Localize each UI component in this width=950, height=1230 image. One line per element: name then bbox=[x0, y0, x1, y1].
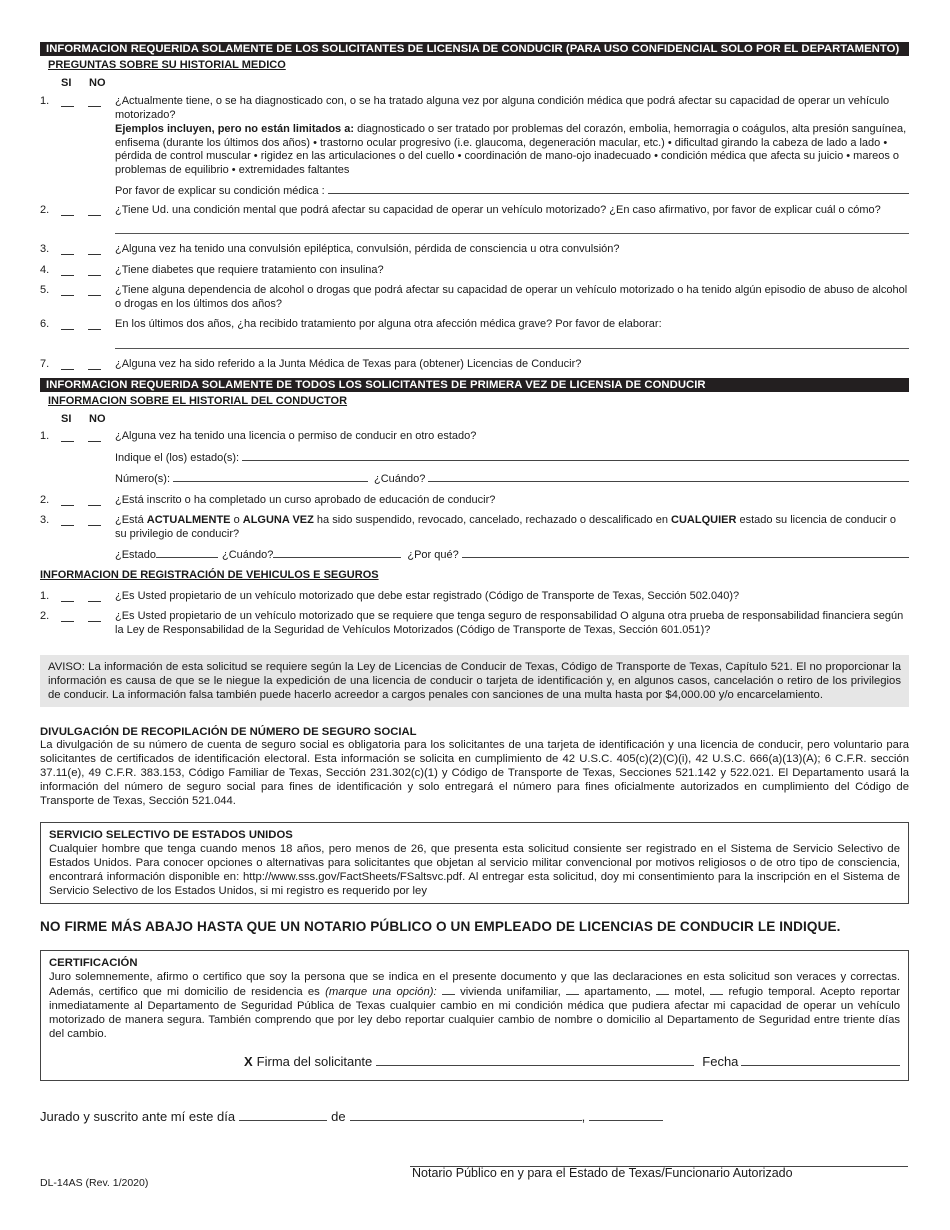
medical-question-4 bbox=[40, 264, 909, 278]
driver-question-2 bbox=[40, 494, 909, 508]
x-mark: X bbox=[244, 1054, 253, 1069]
si-blank[interactable] bbox=[61, 430, 74, 442]
state-label: ¿Estado bbox=[115, 549, 156, 561]
sworn-label: Jurado y suscrito ante mí este día bbox=[40, 1109, 236, 1124]
no-label: NO bbox=[89, 413, 106, 425]
question-text: ¿Actualmente tiene, o se ha diagnosticado con, o se ha tratado alguna vez por alguna condición médica que podrá afectar su capacidad de operar un vehículo motorizado? bbox=[115, 95, 890, 121]
month-line[interactable] bbox=[350, 1110, 582, 1121]
when-label: ¿Cuándo? bbox=[374, 473, 426, 485]
signature-label: Firma del solicitante bbox=[256, 1054, 373, 1069]
si-blank[interactable] bbox=[61, 590, 74, 602]
sworn-row bbox=[40, 1109, 909, 1124]
certification-box bbox=[40, 950, 909, 1081]
question-number: 5. bbox=[40, 284, 50, 296]
si-no-header bbox=[40, 413, 909, 427]
state-line[interactable] bbox=[156, 547, 218, 558]
form-page bbox=[40, 42, 909, 1124]
question-number: 1. bbox=[40, 430, 50, 442]
question-text: ¿Alguna vez ha sido referido a la Junta Médica de Texas para (obtener) Licencias de Conducir? bbox=[115, 357, 582, 370]
medical-question-2 bbox=[40, 204, 909, 235]
question-text: ¿Está inscrito o ha completado un curso aprobado de educación de conducir? bbox=[115, 493, 496, 506]
medical-question-6 bbox=[40, 318, 909, 349]
question-number: 3. bbox=[40, 243, 50, 255]
si-blank[interactable] bbox=[61, 204, 74, 216]
vehicle-question-1 bbox=[40, 590, 909, 604]
form-id: DL-14AS (Rev. 1/2020) bbox=[40, 1177, 149, 1189]
medical-section-bar: INFORMACION REQUERIDA SOLAMENTE DE LOS SOLICITANTES DE LICENSIA DE CONDUCIR (PARA USO CONFIDENCIAL SOLO POR EL DEPARTAMENTO) bbox=[40, 42, 909, 56]
selective-service-box bbox=[40, 822, 909, 904]
question-text: ¿Alguna vez ha tenido una licencia o permiso de conducir en otro estado? bbox=[115, 430, 477, 442]
question-text: En los últimos dos años, ¿ha recibido tratamiento por alguna otra afección médica grave? Por favor de elaborar: bbox=[115, 318, 662, 330]
why-line[interactable] bbox=[462, 547, 909, 558]
medical-question-3 bbox=[40, 243, 909, 257]
date-line[interactable] bbox=[741, 1055, 900, 1066]
option-blank[interactable] bbox=[442, 984, 455, 995]
no-blank[interactable] bbox=[88, 590, 101, 602]
when-label: ¿Cuándo? bbox=[221, 549, 274, 561]
no-label: NO bbox=[89, 77, 106, 89]
question-number: 7. bbox=[40, 357, 50, 370]
ssn-heading: DIVULGACIÓN DE RECOPILACIÓN DE NÚMERO DE SEGURO SOCIAL bbox=[40, 726, 417, 738]
answer-line[interactable] bbox=[115, 348, 909, 349]
de-label: de bbox=[331, 1109, 346, 1124]
ssn-text: La divulgación de su número de cuenta de seguro social es obligatoria para los solicitantes de una tarjeta de identificación y una licencia de conducir, pero voluntario para solicitantes de certificados de identificación electoral. Esta información se solicita en cumplimiento de 42 U.S.C. 405(c)(2)(C)(i), 42 U.S.C. 666(a)(13)(A); 6 C.F.R. sección 37.11(e), 49 C.F.R. 383.153, Código Familiar de Texas, Sección 231.302(c)(1) y Código de Transporte de Texas, Secciones 521.142 y 522.021. El Departamento usará la información del número de seguro social para fines de identificación y solo entregará el número para fines oficialmente autorizados en cumplimiento del Código de Transporte de Texas, Sección 521.044. bbox=[40, 739, 909, 807]
si-label: SI bbox=[61, 77, 72, 89]
when-line[interactable] bbox=[273, 547, 401, 558]
question-text: ¿Alguna vez ha tenido una convulsión epiléptica, convulsión, pérdida de consciencia u otra convulsión? bbox=[115, 243, 620, 255]
si-blank[interactable] bbox=[61, 264, 74, 276]
option-blank[interactable] bbox=[566, 984, 579, 995]
states-line[interactable] bbox=[242, 450, 909, 461]
no-blank[interactable] bbox=[88, 610, 101, 622]
examples-label: Ejemplos incluyen, pero no están limitados a: bbox=[115, 123, 354, 135]
si-blank[interactable] bbox=[61, 514, 74, 526]
selective-heading: SERVICIO SELECTIVO DE ESTADOS UNIDOS bbox=[49, 829, 293, 841]
year-line[interactable] bbox=[589, 1110, 663, 1121]
notary-label: Notario Público en y para el Estado de Texas/Funcionario Autorizado bbox=[412, 1166, 793, 1180]
signature-line[interactable] bbox=[376, 1055, 694, 1066]
no-blank[interactable] bbox=[88, 264, 101, 276]
no-blank[interactable] bbox=[88, 358, 101, 370]
si-blank[interactable] bbox=[61, 318, 74, 330]
driver-section-bar: INFORMACION REQUERIDA SOLAMENTE DE TODOS LOS SOLICITANTES DE PRIMERA VEZ DE LICENSIA DE CONDUCIR bbox=[40, 378, 909, 392]
question-number: 1. bbox=[40, 589, 50, 602]
aviso-notice: AVISO: La información de esta solicitud se requiere según la Ley de Licencias de Conducir de Texas, Código de Transporte de Texas, Capítulo 521. El no proporcionar la información es causa de que se le niegue la expedición de una licencia de conducir o tarjeta de identificación y, en algunos casos, cancelación o retiro de los privilegios de conducir. La información falsa también puede hacerlo acreedor a cargos penales con sanciones de una multa hasta por $4,000.00 y/o encarcelamiento. bbox=[40, 655, 909, 707]
no-blank[interactable] bbox=[88, 494, 101, 506]
no-blank[interactable] bbox=[88, 284, 101, 296]
number-label: Número(s): bbox=[115, 473, 171, 485]
si-label: SI bbox=[61, 413, 72, 425]
answer-line[interactable] bbox=[115, 233, 909, 234]
question-number: 4. bbox=[40, 263, 50, 276]
question-number: 2. bbox=[40, 493, 50, 506]
question-text: ¿Es Usted propietario de un vehículo motorizado que se requiere que tenga seguro de responsabilidad O alguna otra prueba de responsabilidad financiera según la Ley de Responsabilidad de la Seguridad de Vehículos Motorizados (Código de Transporte de Texas, Sección 601.051)? bbox=[115, 610, 904, 636]
cert-heading: CERTIFICACIÓN bbox=[49, 957, 138, 969]
date-label: Fecha bbox=[702, 1054, 739, 1069]
number-line[interactable] bbox=[173, 471, 368, 482]
question-number: 2. bbox=[40, 610, 50, 622]
question-text: ¿Tiene Ud. una condición mental que podrá afectar su capacidad de operar un vehículo motorizado? ¿En caso afirmativo, por favor de explicar cuál o cómo? bbox=[115, 203, 881, 216]
no-blank[interactable] bbox=[88, 95, 101, 107]
option-blank[interactable] bbox=[710, 984, 723, 995]
no-blank[interactable] bbox=[88, 318, 101, 330]
states-label: Indique el (los) estado(s): bbox=[115, 451, 240, 464]
day-line[interactable] bbox=[239, 1110, 327, 1121]
driver-question-3 bbox=[40, 514, 909, 563]
ssn-section bbox=[40, 726, 909, 808]
medical-question-7 bbox=[40, 358, 909, 372]
si-blank[interactable] bbox=[61, 284, 74, 296]
question-number: 2. bbox=[40, 203, 50, 216]
question-text: ¿Tiene alguna dependencia de alcohol o drogas que podrá afectar su capacidad de operar un vehículo motorizado o ha tenido algún episodio de abuso de alcohol o drogas en los últimos dos años? bbox=[115, 284, 908, 310]
si-no-header bbox=[40, 77, 909, 91]
no-blank[interactable] bbox=[88, 243, 101, 255]
question-number: 3. bbox=[40, 514, 50, 526]
selective-text: Cualquier hombre que tenga cuando menos 18 años, pero menos de 26, que presenta esta solicitud consiente ser registrado en el Sistema de Servicio Selectivo de Estados Unidos. Para conocer opciones o alternativas para solicitantes que objetan al servicio militar convencional por motivos religiosos o de otro tipo de consciencia, encontrará información disponible en: http://www.sss.gov/FactSheets/FSaltsvc.pdf. Al entregar esta solicitud, doy mi consentimiento para la inscripción en el Sistema de Servicio Selectivo de los Estados Unidos, si mi registro es requerido por ley bbox=[49, 843, 900, 897]
medical-subheading: PREGUNTAS SOBRE SU HISTORIAL MEDICO bbox=[48, 59, 286, 71]
medical-question-5 bbox=[40, 284, 909, 311]
explain-line[interactable] bbox=[328, 183, 909, 194]
driver-question-1 bbox=[40, 430, 909, 487]
driver-subheading: INFORMACION SOBRE EL HISTORIAL DEL CONDUCTOR bbox=[48, 395, 348, 407]
examples-text: diagnosticado o ser tratado por problemas del corazón, embolia, hemorragia o coágulos, alta presión sanguínea, enfisema (durante los últimos dos años) • trastorno ocular progresivo (i.e. glaucoma, degeneración macular, etc.) • dificultad girando la cabeza de lado a lado • pérdida de control muscular • rigidez en las articulaciones o del cuello • coordinación de mano-ojo inadecuado • condición médica que afecta su juicio • mareos o problemas de equilibrio • extremidades faltantes bbox=[115, 123, 907, 176]
do-not-sign-warning: NO FIRME MÁS ABAJO HASTA QUE UN NOTARIO PÚBLICO O UN EMPLEADO DE LICENCIAS DE CONDUCIR LE INDIQUE. bbox=[40, 919, 841, 934]
question-number: 1. bbox=[40, 95, 50, 107]
no-blank[interactable] bbox=[88, 514, 101, 526]
vehicle-question-2 bbox=[40, 610, 909, 637]
vehicle-subheading: INFORMACION DE REGISTRACIÓN DE VEHICULOS E SEGUROS bbox=[40, 568, 379, 581]
signature-row bbox=[49, 1055, 900, 1069]
why-label: ¿Por qué? bbox=[407, 549, 459, 561]
no-blank[interactable] bbox=[88, 430, 101, 442]
no-blank[interactable] bbox=[88, 204, 101, 216]
comma: , bbox=[581, 1109, 586, 1124]
question-text: ¿Está ACTUALMENTE o ALGUNA VEZ ha sido suspendido, revocado, cancelado, rechazado o descalificado en CUALQUIER estado su licencia de conducir o su privilegio de conducir? bbox=[115, 514, 897, 540]
si-blank[interactable] bbox=[61, 610, 74, 622]
explain-label: Por favor de explicar su condición médica : bbox=[115, 185, 325, 197]
question-number: 6. bbox=[40, 318, 50, 330]
question-text: ¿Es Usted propietario de un vehículo motorizado que debe estar registrado (Código de Transporte de Texas, Sección 502.040)? bbox=[115, 589, 740, 602]
cert-text: Juro solemnemente, afirmo o certifico que soy la persona que se indica en el presente documento y que las declaraciones en esta solicitud son veraces y correctas. Además, certifico que mi domicilio de residencia es (marque una opción): vivienda unifamiliar, apartamento, motel, refugio temporal. Acepto reportar inmediatamente al Departamento de Seguridad Pública de Texas cualquier cambio en mi condición médica que pudiera afectar mi capacidad de operar un vehículo motorizado de manera segura. También comprendo que por ley debo reportar cualquier cambio de nombre o domicilio al Departamento de Seguridad entre triente días del cambio. bbox=[49, 971, 900, 1040]
si-blank[interactable] bbox=[61, 494, 74, 506]
si-blank[interactable] bbox=[61, 95, 74, 107]
option-blank[interactable] bbox=[656, 984, 669, 995]
when-line[interactable] bbox=[428, 471, 909, 482]
si-blank[interactable] bbox=[61, 358, 74, 370]
question-text: ¿Tiene diabetes que requiere tratamiento con insulina? bbox=[115, 263, 384, 276]
medical-question-1 bbox=[40, 95, 909, 199]
si-blank[interactable] bbox=[61, 243, 74, 255]
